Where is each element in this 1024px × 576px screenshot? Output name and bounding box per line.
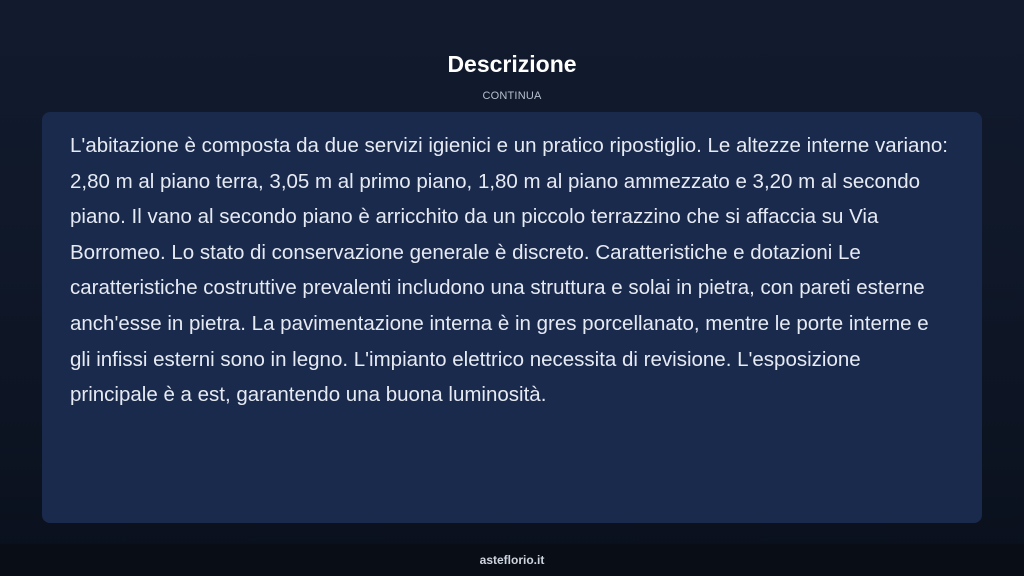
continue-link[interactable]: CONTINUA <box>482 90 542 102</box>
page-title: Descrizione <box>447 51 577 77</box>
footer <box>0 544 1024 576</box>
description-text: L'abitazione è composta da due servizi igienici e un pratico ripostiglio. Le altezze interne variano: 2,80 m al piano terra, 3,05 m al primo piano, 1,80 m al piano ammezzato e 3,20 m al secondo piano. Il vano al secondo piano è arricchito da un piccolo terrazzino che si affaccia su Via Borromeo. Lo stato di conservazione generale è discreto. Caratteristiche e dotazioni Le caratteristiche costruttive prevalenti includono una struttura e solai in pietra, con pareti esterne anch'esse in pietra. La pavimentazione interna è in gres porcellanato, mentre le porte interne e gli infissi esterni sono in legno. L'impianto elettrico necessita di revisione. L'esposizione principale è a est, garantendo una buona luminosità. <box>70 134 948 407</box>
description-card <box>42 112 982 523</box>
footer-brand: asteflorio.it <box>479 553 545 567</box>
